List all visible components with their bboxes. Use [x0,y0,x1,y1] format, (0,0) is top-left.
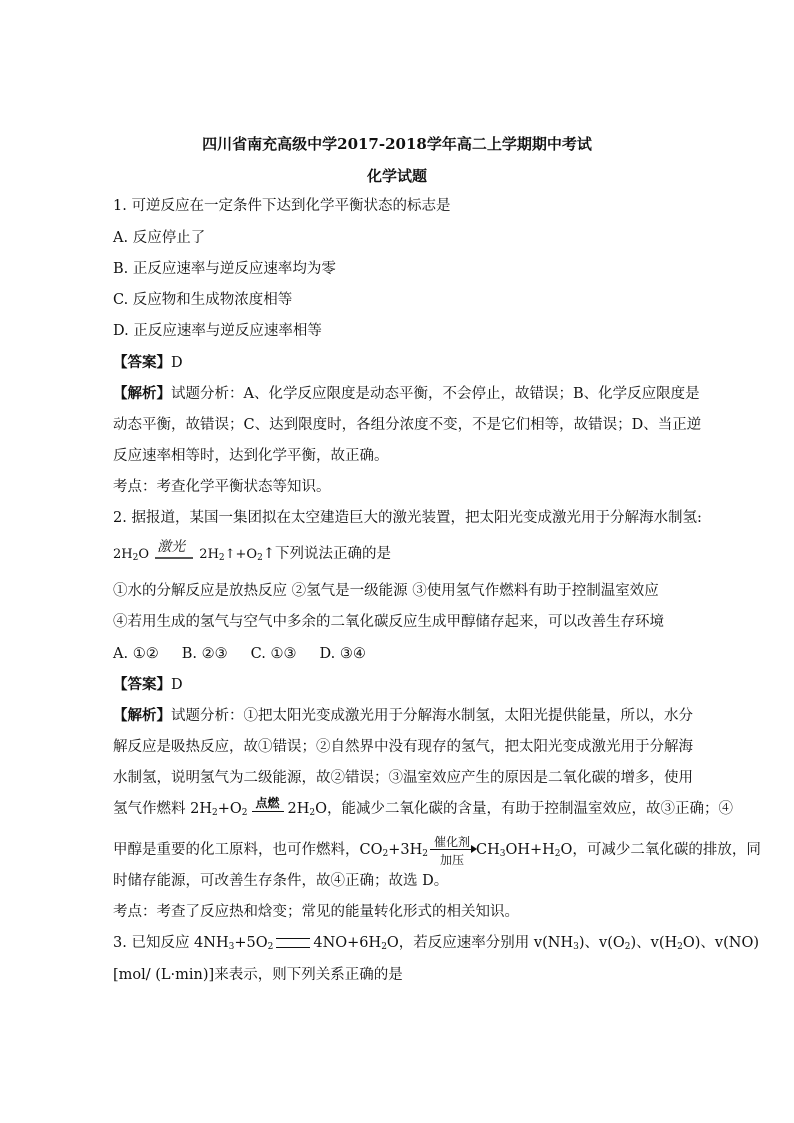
eq-text: +5O [234,935,268,951]
eq-subscript: 2 [241,808,248,818]
eq-text: O，若反应速率分别用 v(NH [386,935,574,951]
q1-analysis-line: 动态平衡，故错误；C、达到限度时，各组分浓度不变，不是它们相等，故错误；D、当正逆 [113,417,702,433]
eq-text: 3. 已知反应 4NH [113,935,229,951]
q1-option-b: B. 正反应速率与逆反应速率均为零 [113,261,336,277]
eq-subscript: 2 [267,942,274,952]
eq-subscript: 2 [382,849,389,859]
q2-equation [113,539,391,568]
eq-text: 2H [199,547,219,562]
q2-analysis-line: 时储存能源，可改善生存条件，故④正确；故选 D。 [113,873,449,889]
condition-label: 加压 [439,853,464,867]
eq-subscript: 2 [422,849,428,859]
q2-analysis-line [113,835,761,867]
q2-statements: ①水的分解反应是放热反应 ②氢气是一级能源 ③使用氢气作燃料有助于控制温室效应 [113,583,659,599]
q1-option-d: D. 正反应速率与逆反应速率相等 [113,323,322,339]
analysis-text: 试题分析：A、化学反应限度是动态平衡，不会停止，故错误；B、化学反应限度是 [171,386,700,402]
answer-tag: 【答案】 [113,354,171,371]
equilibrium-sign [276,938,310,948]
eq-subscript: 2 [381,942,387,952]
condition-label: 催化剂 [433,835,470,849]
eq-text: 氢气作燃料 2H [113,801,212,817]
q2-statements: ④若用生成的氢气与空气中多余的二氧化碳反应生成甲醇储存起来，可以改善生存环境 [113,614,664,630]
analysis-tag: 【解析】 [113,707,171,724]
eq-text: +O [217,801,242,817]
q1-option-a: A. 反应停止了 [113,230,206,246]
eq-text: O)、v(NO) [682,935,759,951]
q2-options: A. ①② B. ②③ C. ①③ D. ③④ [113,646,366,662]
q1-option-c: C. 反应物和生成物浓度相等 [113,292,293,308]
eq-subscript: 2 [309,808,316,818]
reaction-condition [250,796,286,819]
laser-condition-image [155,539,193,561]
eq-subscript: 2 [677,942,683,952]
eq-text: 4NO+6H [313,935,382,951]
eq-text: ↑+O [224,547,258,562]
q2-analysis-line: 解反应是吸热反应，故①错误；②自然界中没有现存的氢气，把太阳光变成激光用于分解海 [113,739,693,755]
eq-text: ↑下列说法正确的是 [262,546,391,562]
analysis-text: 试题分析：①把太阳光变成激光用于分解海水制氢，太阳光提供能量，所以，水分 [171,708,693,724]
eq-subscript: 2 [624,942,631,952]
eq-subscript: 3 [499,849,506,859]
eq-text: 甲醇是重要的化工原料，也可作燃料，CO [113,842,383,858]
document-subtitle: 化学试题 [366,167,427,185]
q2-answer [113,675,183,695]
q2-stem: 2. 据报道，某国一集团拟在太空建造巨大的激光装置，把太阳光变成激光用于分解海水制氢: [113,510,702,526]
q3-stem [113,933,759,957]
eq-subscript: 2 [132,553,139,563]
eq-subscript: 3 [228,942,235,952]
q1-analysis-line: 反应速率相等时，达到化学平衡，故正确。 [113,448,389,464]
q1-analysis-line [113,384,700,404]
eq-text: O，可减少二氧化碳的排放，同 [560,842,761,858]
eq-subscript: 2 [218,553,225,563]
eq-subscript: 2 [554,849,561,859]
q1-stem: 1. 可逆反应在一定条件下达到化学平衡状态的标志是 [113,198,451,214]
q3-stem-line2: [mol/ (L·min)]来表示，则下列关系正确的是 [113,967,403,983]
q2-analysis-line: 水制氢，说明氢气为二级能源，故②错误；③温室效应产生的原因是二氧化碳的增多，使用 [113,770,693,786]
eq-subscript: 2 [257,553,263,563]
catalyst-arrow [430,835,474,867]
eq-text: O，能减少二氧化碳的含量，有助于控制温室效应，故③正确；④ [315,801,733,817]
analysis-tag: 【解析】 [113,385,171,402]
answer-value: D [171,355,183,371]
eq-text: )、v(O [578,935,625,951]
answer-tag: 【答案】 [113,676,171,693]
eq-text: CH [475,842,500,858]
q1-answer [113,353,183,373]
eq-condition: 激光 [157,539,186,555]
q1-point: 考点：考查化学平衡状态等知识。 [113,479,331,495]
q2-analysis-line [113,796,733,823]
eq-text: OH+H [505,842,555,858]
q2-point: 考点：考查了反应热和焓变；常见的能量转化形式的相关知识。 [113,904,519,920]
eq-subscript: 2 [211,808,218,818]
q2-analysis-line [113,706,693,726]
answer-value: D [171,677,183,693]
condition-label: 点燃 [255,796,280,810]
document-title: 四川省南充高级中学2017-2018学年高二上学期期中考试 [202,135,592,153]
eq-text: )、v(H [630,935,678,951]
eq-text: O [138,547,150,562]
eq-text: +3H [388,842,423,858]
eq-subscript: 3 [573,942,579,952]
eq-text: 2H [113,547,133,562]
eq-text: 2H [287,801,310,817]
